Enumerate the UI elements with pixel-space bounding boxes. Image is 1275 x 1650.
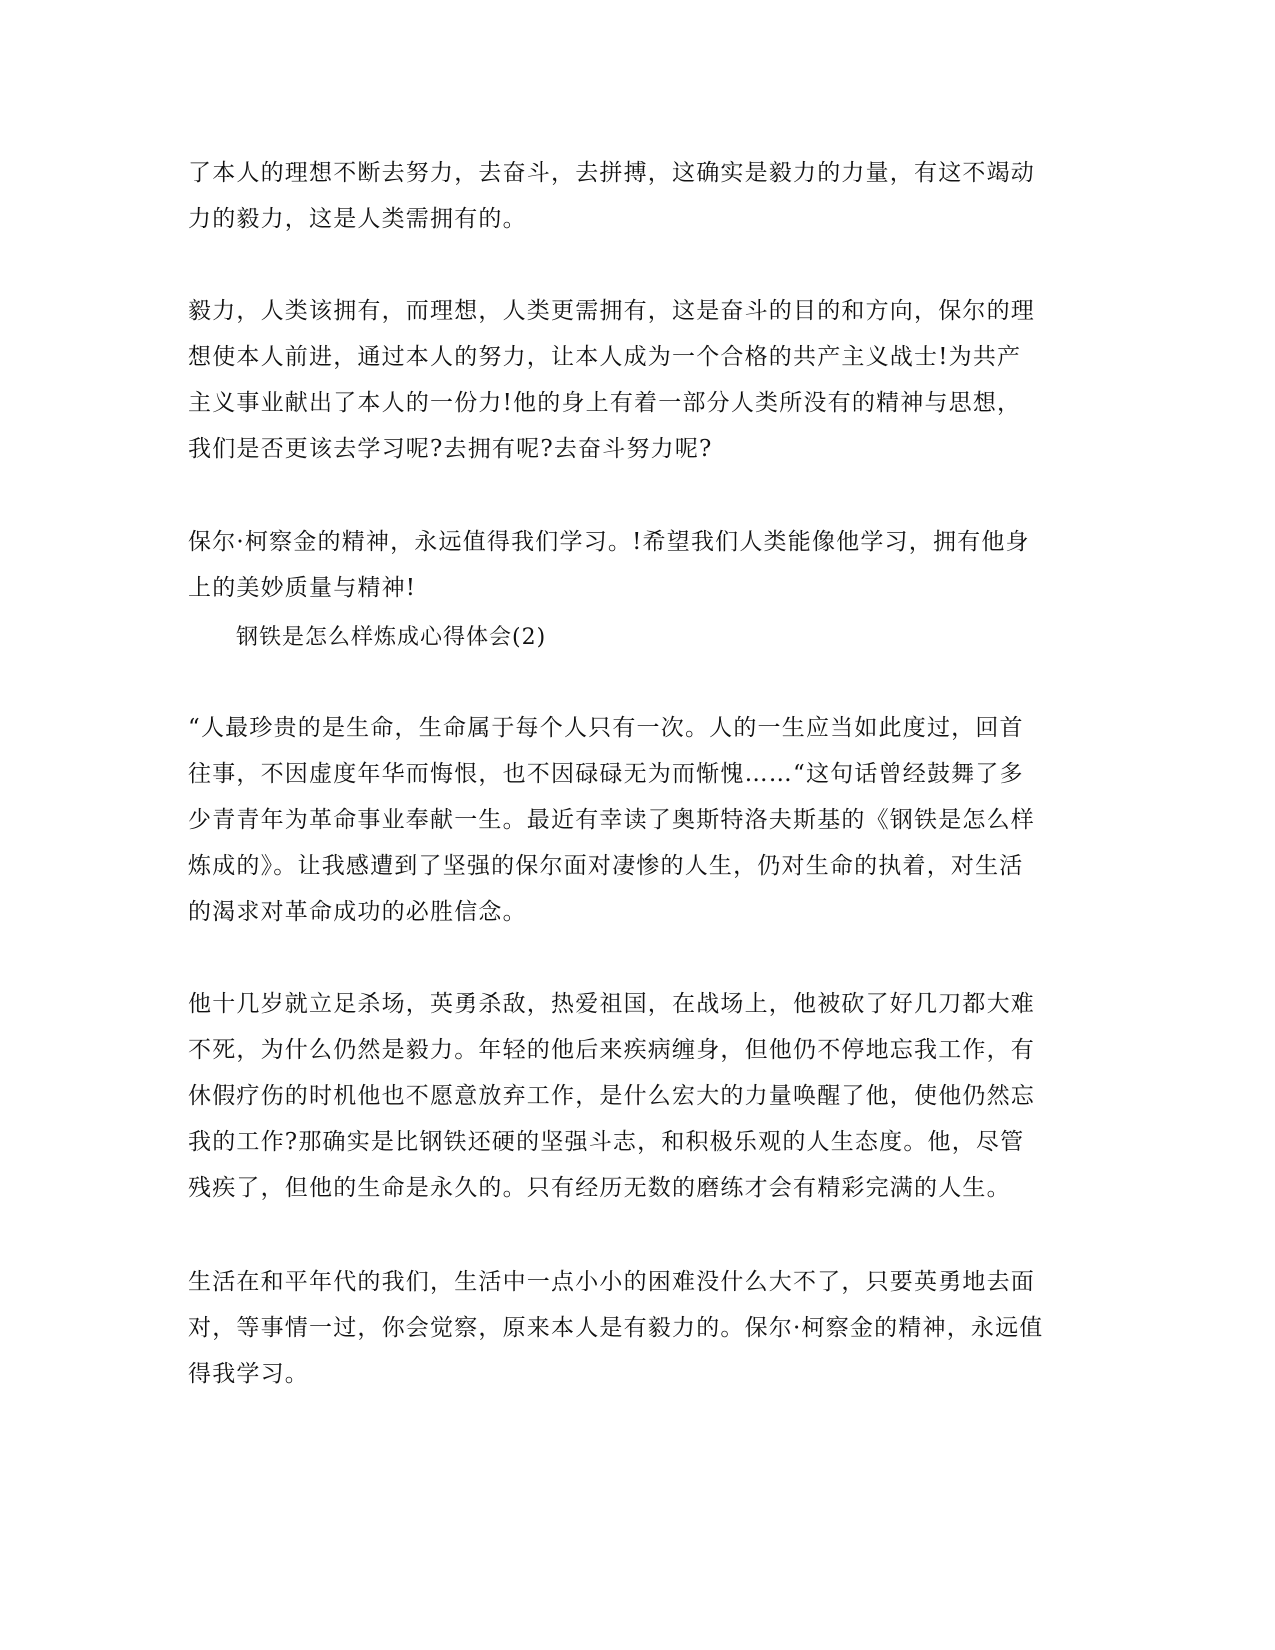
paragraph-line: 得我学习。 — [188, 1361, 309, 1387]
paragraph-line: 残疾了，但他的生命是永久的。只有经历无数的磨练才会有精彩完满的人生。 — [188, 1175, 1011, 1201]
paragraph-5 — [188, 981, 1048, 1211]
paragraph-2 — [188, 288, 1048, 472]
paragraph-line: 往事，不因虚度年华而悔恨，也不因碌碌无为而惭愧……“这句话曾经鼓舞了多 — [188, 761, 1024, 787]
paragraph-line: 想使本人前进，通过本人的努力，让本人成为一个合格的共产主义战士!为共产 — [188, 344, 1022, 370]
paragraph-line: 我的工作?那确实是比钢铁还硬的坚强斗志，和积极乐观的人生态度。他，尽管 — [188, 1129, 1025, 1155]
section-heading: 钢铁是怎么样炼成心得体会(2) — [236, 625, 547, 650]
paragraph-4 — [188, 705, 1048, 935]
paragraph-line: 毅力，人类该拥有，而理想，人类更需拥有，这是奋斗的目的和方向，保尔的理 — [188, 298, 1035, 324]
paragraph-line: 炼成的》。让我感遭到了坚强的保尔面对凄惨的人生，仍对生命的执着，对生活 — [188, 853, 1024, 879]
paragraph-line: 我们是否更该去学习呢?去拥有呢?去奋斗努力呢? — [188, 436, 713, 462]
paragraph-line: 少青青年为革命事业奉献一生。最近有幸读了奥斯特洛夫斯基的《钢铁是怎么样 — [188, 807, 1035, 833]
paragraph-line: 他十几岁就立足杀场，英勇杀敌，热爱祖国，在战场上，他被砍了好几刀都大难 — [188, 991, 1035, 1017]
paragraph-line: 力的毅力，这是人类需拥有的。 — [188, 206, 527, 232]
paragraph-line: 休假疗伤的时机他也不愿意放弃工作，是什么宏大的力量唤醒了他，使他仍然忘 — [188, 1083, 1035, 1109]
paragraph-line: 不死，为什么仍然是毅力。年轻的他后来疾病缠身，但他仍不停地忘我工作，有 — [188, 1037, 1035, 1063]
paragraph-line: 上的美妙质量与精神! — [188, 575, 417, 601]
paragraph-3 — [188, 519, 1048, 611]
paragraph-line: “人最珍贵的是生命，生命属于每个人只有一次。人的一生应当如此度过，回首 — [188, 715, 1024, 741]
paragraph-line: 的渴求对革命成功的必胜信念。 — [188, 899, 527, 925]
paragraph-line: 生活在和平年代的我们，生活中一点小小的困难没什么大不了，只要英勇地去面 — [188, 1269, 1035, 1295]
paragraph-line: 对，等事情一过，你会觉察，原来本人是有毅力的。保尔·柯察金的精神，永远值 — [188, 1315, 1044, 1341]
paragraph-line: 主义事业献出了本人的一份力!他的身上有着一部分人类所没有的精神与思想， — [188, 390, 1022, 416]
paragraph-line: 保尔·柯察金的精神，永远值得我们学习。!希望我们人类能像他学习，拥有他身 — [188, 529, 1030, 555]
paragraph-6 — [188, 1259, 1048, 1397]
paragraph-line: 了本人的理想不断去努力，去奋斗，去拼搏，这确实是毅力的力量，有这不竭动 — [188, 160, 1035, 186]
paragraph-1 — [188, 150, 1048, 242]
